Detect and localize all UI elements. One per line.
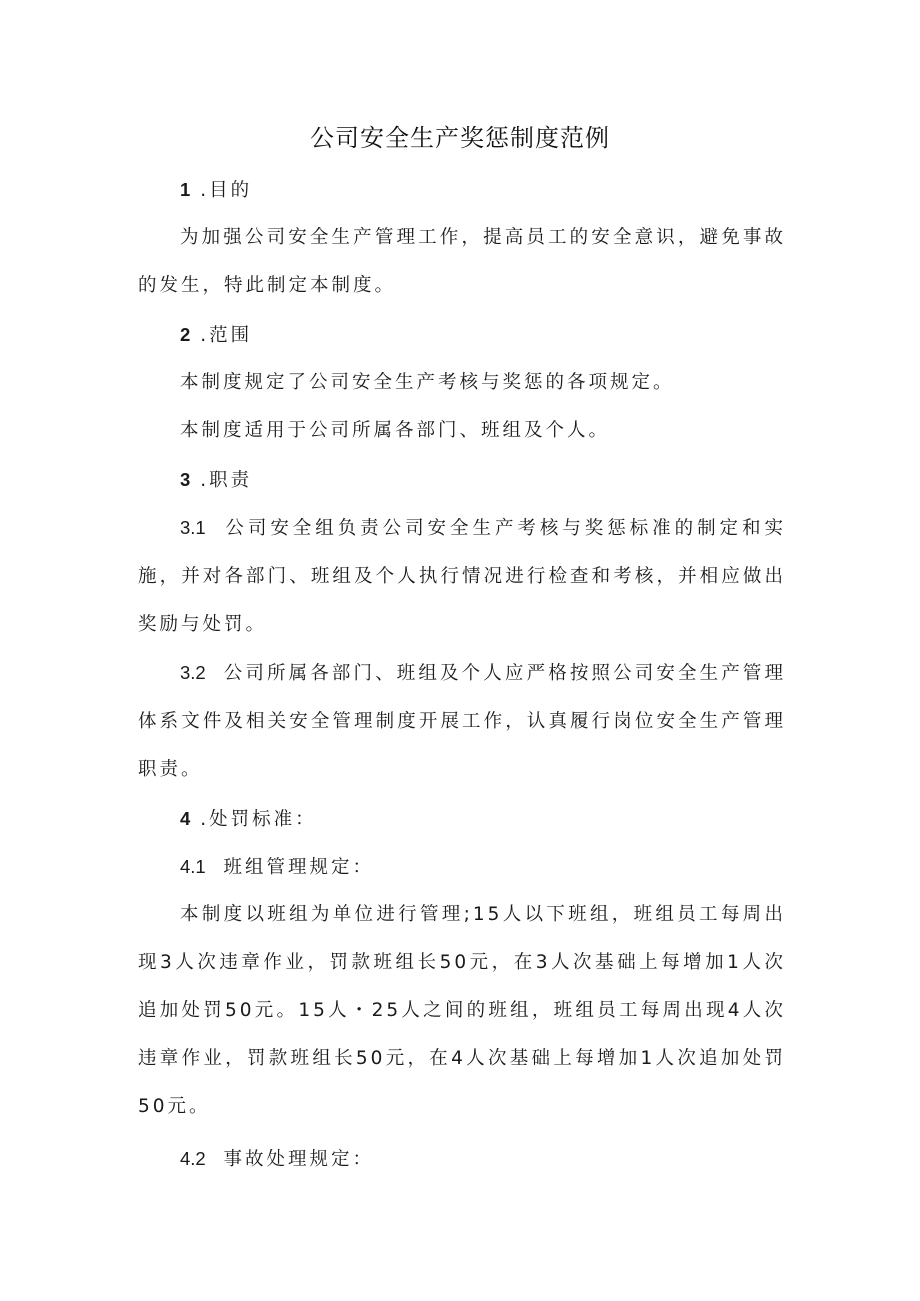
section-1-title: .目的 (200, 180, 253, 201)
section-2-heading (138, 311, 786, 360)
section-4-2-text: 事故处理规定： (223, 1149, 374, 1170)
section-4-heading (138, 795, 786, 844)
section-3-2-paragraph (138, 649, 786, 794)
section-4-1-body: 本制度以班组为单位进行管理;15人以下班组，班组员工每周出现3人次违章作业，罚款班组长50元，在3人次基础上每增加1人次追加处罚50元。15人・25人之间的班组，班组员工每周出现4人次违章作业，罚款班组长50元，在4人次基础上每增加1人次追加处罚50元。 (138, 904, 786, 1117)
section-4-1-number: 4.1 (180, 856, 206, 877)
section-4-1-text: 班组管理规定： (223, 857, 374, 878)
section-3-number: 3 (180, 469, 191, 490)
section-4-1-paragraph (138, 843, 786, 892)
section-1-body: 为加强公司安全生产管理工作，提高员工的安全意识，避免事故的发生，特此制定本制度。 (138, 227, 786, 296)
section-3-1-text: 公司安全组负责公司安全生产考核与奖惩标准的制定和实施，并对各部门、班组及个人执行情况进行检查和考核，并相应做出奖励与处罚。 (138, 518, 786, 635)
section-4-2-paragraph (138, 1135, 786, 1184)
section-2-title: .范围 (200, 325, 253, 346)
section-2-body-1: 本制度规定了公司安全生产考核与奖惩的各项规定。 (180, 372, 675, 393)
section-3-2-number: 3.2 (180, 662, 206, 683)
document-title: 公司安全生产奖惩制度范例 (310, 124, 610, 152)
section-4-2-number: 4.2 (180, 1148, 206, 1169)
section-1-number: 1 (180, 179, 191, 200)
section-1-heading (138, 166, 786, 215)
section-3-heading (138, 456, 786, 505)
section-2-body-2: 本制度适用于公司所属各部门、班组及个人。 (180, 420, 611, 441)
section-4-number: 4 (180, 808, 191, 829)
section-3-1-number: 3.1 (180, 517, 206, 538)
section-2-number: 2 (180, 324, 191, 345)
section-4-title: .处罚标准： (200, 809, 317, 830)
section-3-1-paragraph (138, 504, 786, 649)
section-3-2-text: 公司所属各部门、班组及个人应严格按照公司安全生产管理体系文件及相关安全管理制度开展工作，认真履行岗位安全生产管理职责。 (138, 663, 786, 780)
section-3-title: .职责 (200, 470, 253, 491)
